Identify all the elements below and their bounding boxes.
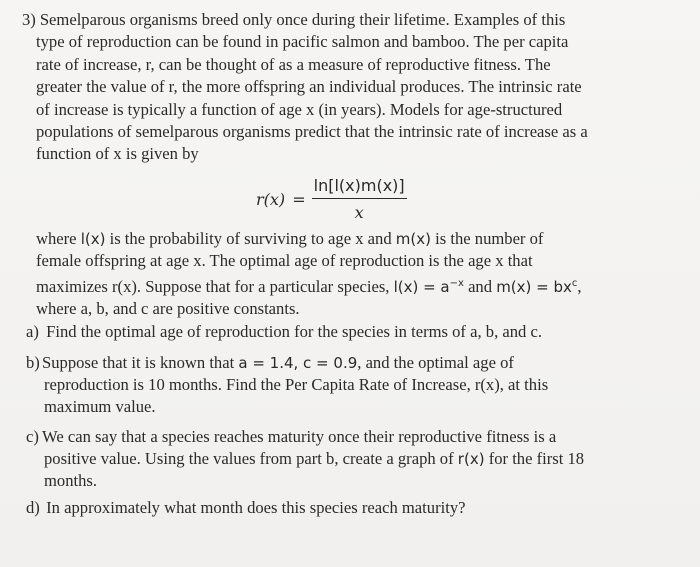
- intro-line-1: 3) Semelparous organisms breed only once during their lifetime. Examples of this: [22, 10, 566, 29]
- question-b: b) Suppose that it is known that a = 1.4, c = 0.9, and the optimal age of reproduction is 10 months. Find the Per Capita Rate of Increase, r(x), at this maximum value.: [26, 353, 549, 416]
- question-d: d) In approximately what month does this species reach maturity?: [26, 498, 466, 517]
- question-c: c) We can say that a species reaches maturity once their reproductive fitness is a positive value. Using the values from part b, create a graph of r(x) for the first 18 months.: [26, 427, 585, 490]
- question-a: a) Find the optimal age of reproduction for the species in terms of a, b, and c.: [26, 322, 542, 341]
- problem-number: 3): [22, 10, 36, 29]
- formula-lhs: r(x) =: [256, 189, 306, 209]
- mx-definition: $m(x) = bx^c$: [496, 277, 578, 296]
- formula-denominator: x: [354, 203, 364, 222]
- definitions-line-3: maximizes r(x). Suppose that for a particular species, $l(x) = a^{-x}$ and $m(x) = bx^c$,: [36, 276, 582, 296]
- definitions-paragraph: [36, 228, 676, 321]
- lx-definition: $l(x) = a^{-x}$: [393, 277, 464, 296]
- definitions-line-2: female offspring at age x. The optimal age of reproduction is the age x that: [36, 251, 533, 271]
- intro-line-4: greater the value of r, the more offspring an individual produces. The intrinsic rate: [36, 77, 582, 97]
- problem-intro: [22, 9, 672, 166]
- intro-line-3: rate of increase, r, can be thought of as a measure of reproductive fitness. The: [36, 54, 551, 74]
- intro-line-6: populations of semelparous organisms predict that the intrinsic rate of increase as a: [36, 122, 588, 142]
- definitions-line-1: where l(x) is the probability of surviving to age x and m(x) is the number of: [36, 229, 544, 248]
- rate-formula: [256, 176, 407, 222]
- intro-line-7: function of x is given by: [36, 144, 199, 164]
- definitions-line-4: where a, b, and c are positive constants.: [36, 299, 300, 319]
- intro-line-5: of increase is typically a function of age x (in years). Models for age-structured: [36, 99, 563, 119]
- formula-fraction: [312, 176, 407, 222]
- intro-line-2: type of reproduction can be found in pacific salmon and bamboo. The per capita: [36, 32, 569, 52]
- formula-numerator: ln[l(x)m(x)]: [312, 176, 407, 199]
